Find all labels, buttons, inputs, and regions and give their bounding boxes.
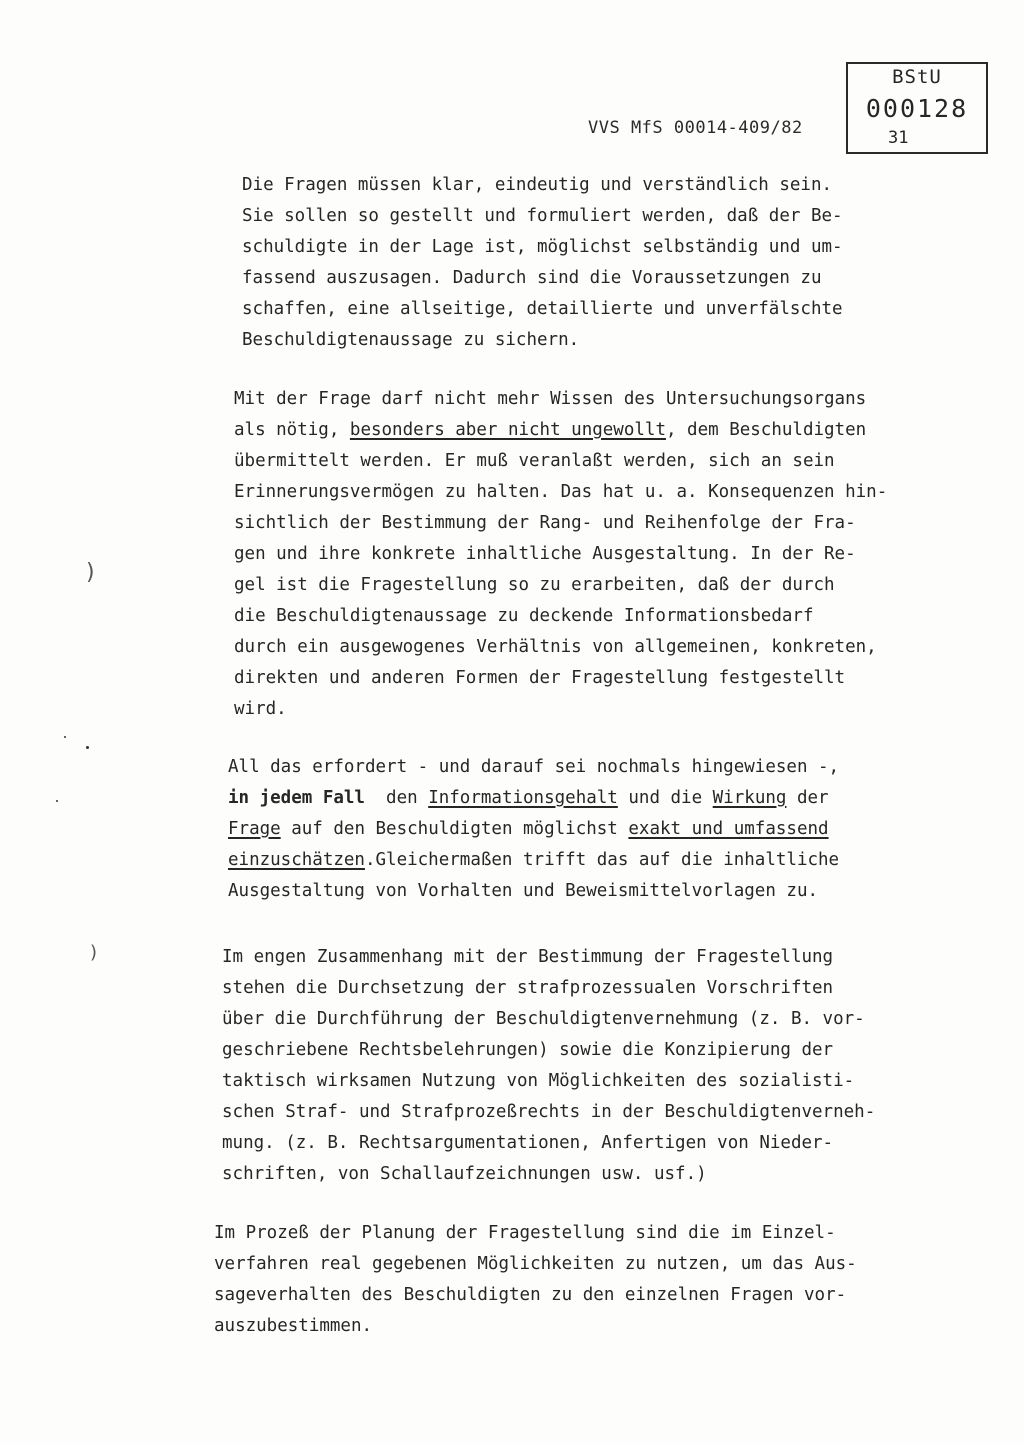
text-line: All das erfordert - und darauf sei nochmals hingewiesen -,	[228, 757, 840, 777]
stamp-agency: BStU	[892, 66, 942, 88]
text-segment: und die	[617, 788, 713, 808]
underlined-phrase: exakt und umfassend	[628, 819, 829, 839]
text-line: sichtlich der Bestimmung der Rang- und Reihenfolge der Fra-	[234, 513, 856, 533]
text-line: über die Durchführung der Beschuldigtenvernehmung (z. B. vor-	[222, 1009, 865, 1029]
text-line: schuldigte in der Lage ist, möglichst selbständig und um-	[242, 237, 843, 257]
scan-speck	[56, 800, 58, 802]
text-line: schriften, von Schallaufzeichnungen usw. usf.)	[222, 1164, 707, 1184]
text-line: wird.	[234, 699, 287, 719]
paragraph-3	[228, 752, 839, 907]
text-line: verfahren real gegebenen Möglichkeiten zu nutzen, um das Aus-	[214, 1254, 857, 1274]
underlined-phrase: Frage	[228, 819, 281, 839]
archive-stamp	[846, 62, 988, 154]
text-line: schen Straf- und Strafprozeßrechts in der Beschuldigtenverneh-	[222, 1102, 876, 1122]
text-line: gel ist die Fragestellung so zu erarbeiten, daß der durch	[234, 575, 835, 595]
stamp-page-number: 31	[888, 128, 909, 148]
scan-speck	[86, 746, 89, 749]
text-line: auszubestimmen.	[214, 1316, 373, 1336]
text-line: direkten und anderen Formen der Fragestellung festgestellt	[234, 668, 846, 688]
text-line: Mit der Frage darf nicht mehr Wissen des Untersuchungsorgans	[234, 389, 867, 409]
underlined-phrase: einzuschätzen	[228, 850, 365, 870]
text-segment: der	[786, 788, 829, 808]
text-line: taktisch wirksamen Nutzung von Möglichkeiten des sozialisti-	[222, 1071, 855, 1091]
text-segment: .Gleichermaßen trifft das auf die inhaltliche	[364, 850, 840, 870]
margin-bracket-mark: )	[90, 942, 98, 963]
text-line: Die Fragen müssen klar, eindeutig und verständlich sein.	[242, 175, 833, 195]
text-segment: als nötig,	[234, 420, 350, 440]
paragraph-5	[214, 1218, 857, 1342]
text-line: durch ein ausgewogenes Verhältnis von allgemeinen, konkreten,	[234, 637, 877, 657]
text-line: stehen die Durchsetzung der strafprozessualen Vorschriften	[222, 978, 834, 998]
text-line: geschriebene Rechtsbelehrungen) sowie die Konzipierung der	[222, 1040, 834, 1060]
stamp-number: 000128	[865, 94, 969, 123]
paragraph-4	[222, 942, 875, 1190]
text-segment: , dem Beschuldigten	[665, 420, 867, 440]
text-line: schaffen, eine allseitige, detaillierte und unverfälschte	[242, 299, 843, 319]
text-line: übermittelt werden. Er muß veranlaßt werden, sich an sein	[234, 451, 835, 471]
document-reference: VVS MfS 00014-409/82	[588, 118, 803, 138]
underlined-phrase: besonders aber nicht ungewollt	[349, 420, 666, 440]
text-line: sageverhalten des Beschuldigten zu den einzelnen Fragen vor-	[214, 1285, 847, 1305]
text-line: Beschuldigtenaussage zu sichern.	[242, 330, 580, 350]
bold-phrase: in jedem Fall	[228, 788, 365, 808]
underlined-phrase: Wirkung	[712, 788, 787, 808]
text-line: Ausgestaltung von Vorhalten und Beweismittelvorlagen zu.	[228, 881, 819, 901]
paragraph-2	[234, 384, 887, 725]
text-segment: auf den Beschuldigten möglichst	[280, 819, 629, 839]
text-line: Im Prozeß der Planung der Fragestellung sind die im Einzel-	[214, 1223, 836, 1243]
paragraph-1	[242, 170, 843, 356]
underlined-phrase: Informationsgehalt	[428, 788, 618, 808]
scan-speck	[64, 736, 66, 738]
text-line: die Beschuldigtenaussage zu deckende Informationsbedarf	[234, 606, 814, 626]
text-segment: den	[364, 788, 429, 808]
margin-bracket-mark: )	[86, 560, 95, 585]
text-line: mung. (z. B. Rechtsargumentationen, Anfertigen von Nieder-	[222, 1133, 834, 1153]
text-line: Erinnerungsvermögen zu halten. Das hat u. a. Konsequenzen hin-	[234, 482, 888, 502]
text-line: Sie sollen so gestellt und formuliert werden, daß der Be-	[242, 206, 843, 226]
text-line: Im engen Zusammenhang mit der Bestimmung der Fragestellung	[222, 947, 834, 967]
text-line: gen und ihre konkrete inhaltliche Ausgestaltung. In der Re-	[234, 544, 856, 564]
text-line: fassend auszusagen. Dadurch sind die Voraussetzungen zu	[242, 268, 822, 288]
